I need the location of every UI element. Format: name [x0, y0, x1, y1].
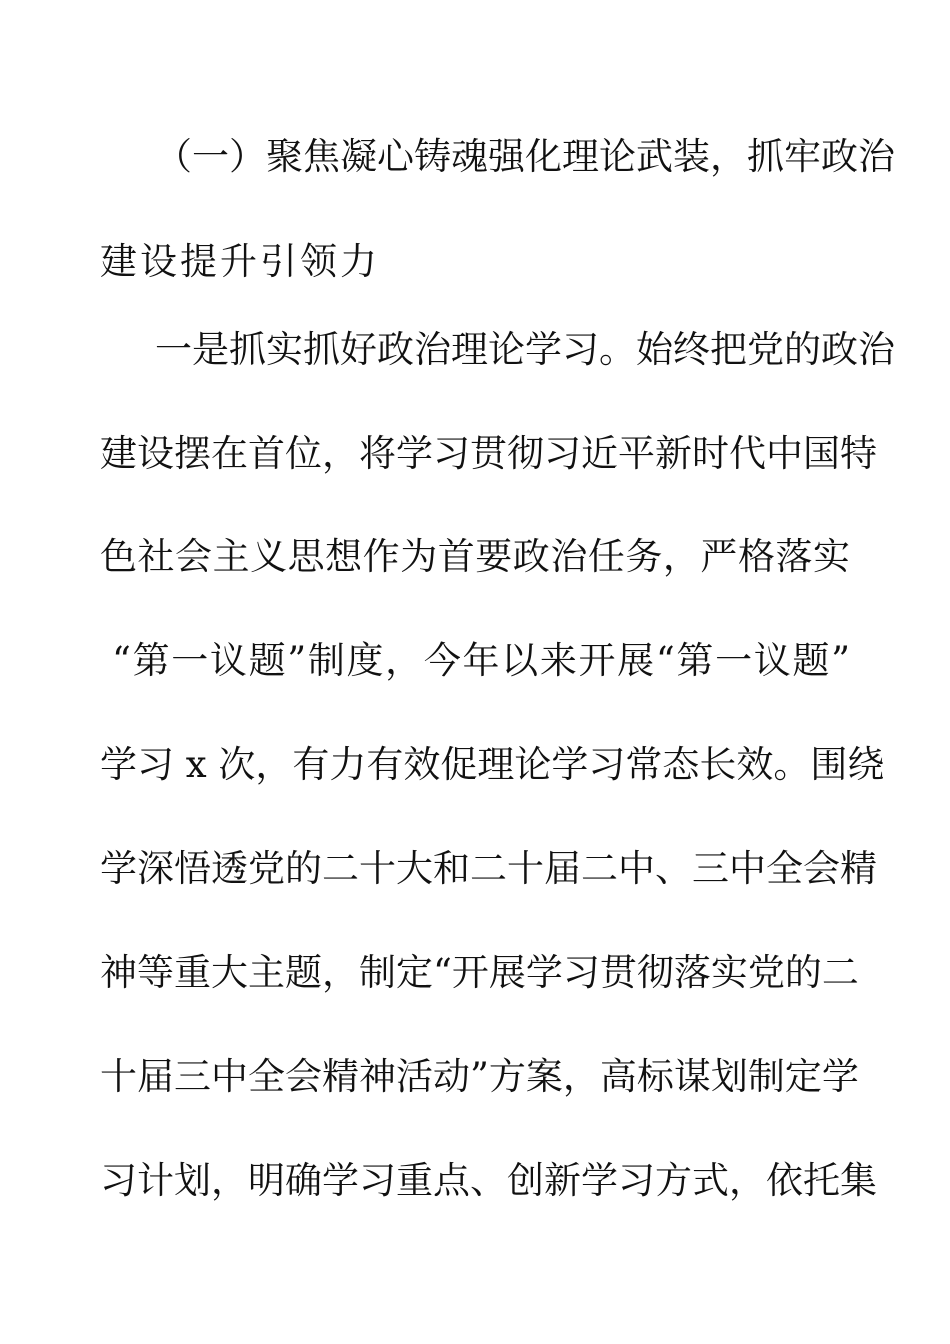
paragraph-line-9: 习计划，明确学习重点、创新学习方式，依托集	[100, 1159, 877, 1202]
paragraph-line-5: 学习 x 次，有力有效促理论学习常态长效。围绕	[100, 743, 885, 786]
paragraph-line-4: “第一议题”制度，今年以来开展“第一议题”	[112, 639, 850, 682]
paragraph-line-1: 一是抓实抓好政治理论学习。始终把党的政治	[155, 328, 895, 371]
paragraph-line-2: 建设摆在首位，将学习贯彻习近平新时代中国特	[100, 432, 877, 475]
heading-line-1: （一）聚焦凝心铸魂强化理论武装，抓牢政治	[155, 135, 895, 178]
paragraph-line-8: 十届三中全会精神活动”方案，高标谋划制定学	[100, 1055, 859, 1098]
heading-line-2: 建设提升引领力	[100, 240, 380, 283]
paragraph-line-3: 色社会主义思想作为首要政治任务，严格落实	[100, 535, 850, 578]
paragraph-line-6: 学深悟透党的二十大和二十届二中、三中全会精	[100, 847, 877, 890]
paragraph-line-7: 神等重大主题，制定“开展学习贯彻落实党的二	[100, 951, 859, 994]
